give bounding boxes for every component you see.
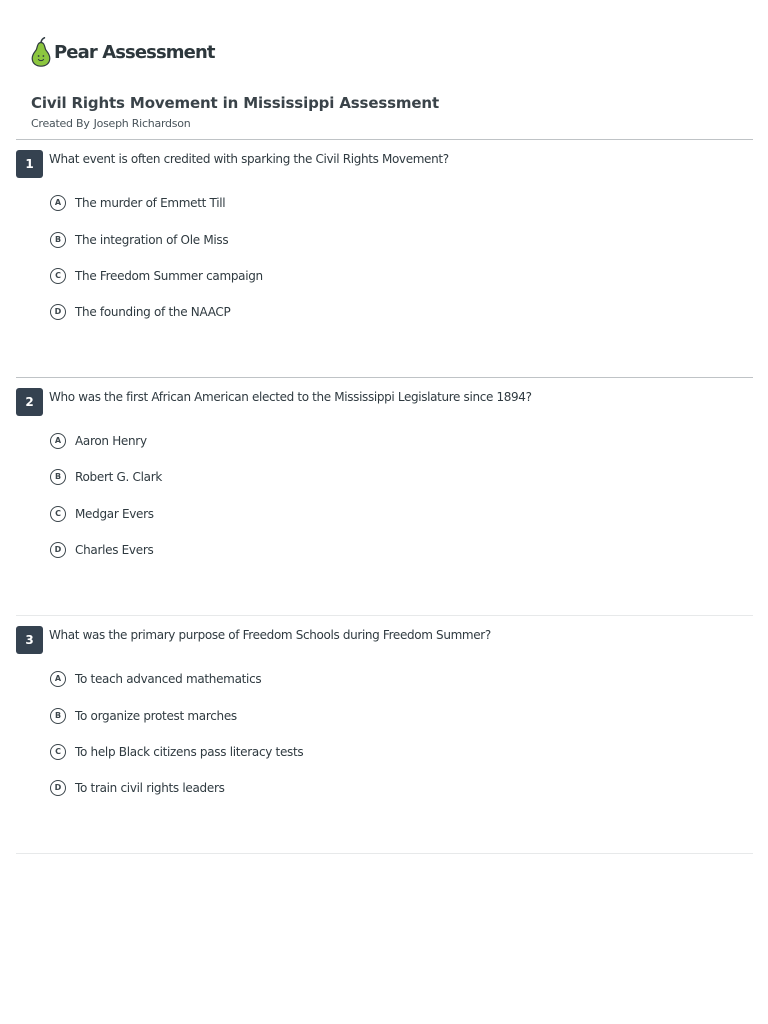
option-letter-circle: D bbox=[50, 542, 66, 558]
question-divider bbox=[16, 615, 753, 616]
answer-option-d[interactable] bbox=[50, 540, 153, 560]
option-text: The integration of Ole Miss bbox=[75, 233, 229, 247]
option-text: Aaron Henry bbox=[75, 434, 147, 448]
option-letter-circle: B bbox=[50, 708, 66, 724]
assessment-title: Civil Rights Movement in Mississippi Assessment bbox=[31, 94, 439, 112]
assessment-author-line bbox=[31, 117, 190, 130]
end-divider bbox=[16, 853, 753, 854]
option-text: Medgar Evers bbox=[75, 507, 154, 521]
question-number-badge: 2 bbox=[16, 388, 43, 416]
answer-option-d[interactable] bbox=[50, 778, 225, 798]
option-letter-circle: B bbox=[50, 469, 66, 485]
option-letter-circle: D bbox=[50, 304, 66, 320]
answer-option-c[interactable] bbox=[50, 742, 303, 762]
answer-option-d[interactable] bbox=[50, 302, 230, 322]
question-2 bbox=[16, 377, 753, 615]
pear-icon bbox=[31, 37, 51, 67]
option-letter-circle: C bbox=[50, 506, 66, 522]
option-letter-circle: A bbox=[50, 433, 66, 449]
question-prompt: Who was the first African American elected to the Mississippi Legislature since 1894? bbox=[49, 390, 532, 404]
question-number-badge: 3 bbox=[16, 626, 43, 654]
option-text: The murder of Emmett Till bbox=[75, 196, 226, 210]
option-letter-circle: C bbox=[50, 744, 66, 760]
answer-option-b[interactable] bbox=[50, 706, 237, 726]
answer-option-a[interactable] bbox=[50, 669, 261, 689]
answer-option-a[interactable] bbox=[50, 431, 147, 451]
option-text: The founding of the NAACP bbox=[75, 305, 231, 319]
question-prompt: What event is often credited with sparking the Civil Rights Movement? bbox=[49, 152, 449, 166]
question-divider bbox=[16, 377, 753, 378]
option-letter-circle: A bbox=[50, 195, 66, 211]
brand-logo bbox=[31, 37, 215, 67]
answer-option-c[interactable] bbox=[50, 266, 263, 286]
answer-option-c[interactable] bbox=[50, 504, 154, 524]
question-number-badge: 1 bbox=[16, 150, 43, 178]
option-text: To help Black citizens pass literacy tests bbox=[75, 745, 304, 759]
option-letter-circle: D bbox=[50, 780, 66, 796]
answer-option-b[interactable] bbox=[50, 467, 162, 487]
option-text: To train civil rights leaders bbox=[75, 781, 225, 795]
question-divider bbox=[16, 139, 753, 140]
option-letter-circle: A bbox=[50, 671, 66, 687]
answer-option-b[interactable] bbox=[50, 230, 228, 250]
option-text: The Freedom Summer campaign bbox=[75, 269, 263, 283]
option-text: To teach advanced mathematics bbox=[75, 672, 262, 686]
question-prompt: What was the primary purpose of Freedom Schools during Freedom Summer? bbox=[49, 628, 491, 642]
brand-name: Pear Assessment bbox=[54, 41, 215, 63]
author-prefix: Created By bbox=[31, 117, 90, 130]
author-name: Joseph Richardson bbox=[93, 117, 191, 130]
option-text: Charles Evers bbox=[75, 543, 154, 557]
question-3 bbox=[16, 615, 753, 853]
option-text: Robert G. Clark bbox=[75, 470, 162, 484]
option-letter-circle: B bbox=[50, 232, 66, 248]
answer-option-a[interactable] bbox=[50, 193, 225, 213]
option-text: To organize protest marches bbox=[75, 709, 237, 723]
question-1 bbox=[16, 139, 753, 377]
option-letter-circle: C bbox=[50, 268, 66, 284]
